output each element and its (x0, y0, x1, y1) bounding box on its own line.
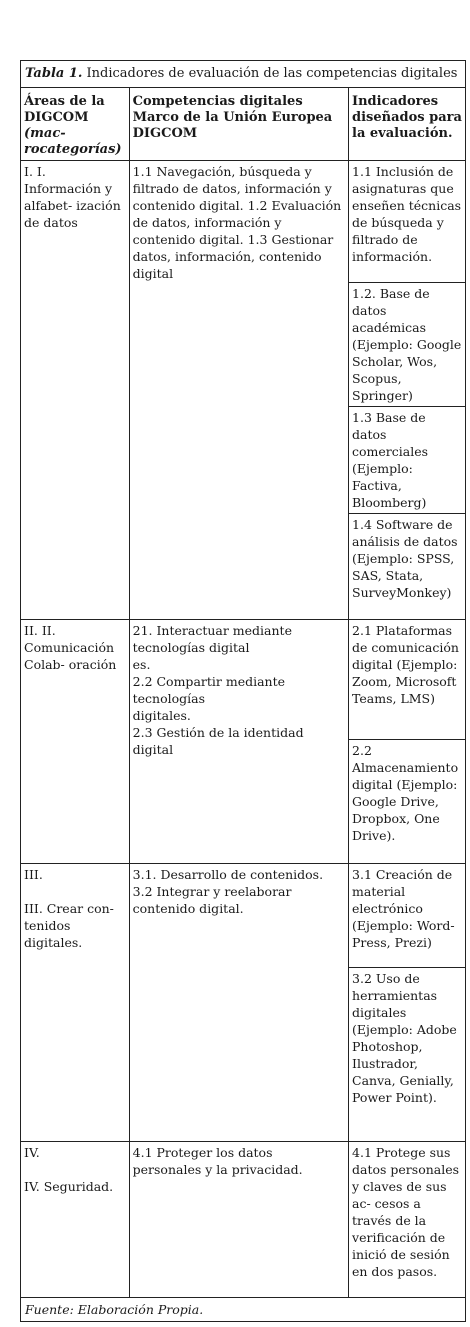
table-footer: Fuente: Elaboración Propia. (21, 1298, 466, 1322)
competencias-cell: 3.1. Desarrollo de contenidos. 3.2 Integrar y reelaborar contenido digital. (129, 864, 348, 1142)
header-indicadores: Indicadores diseñados para la evaluación. (349, 88, 466, 161)
header-areas-sub: (mac- rocategorías) (24, 126, 122, 157)
header-competencias: Competencias digitales Marco de la Unión Europea DIGCOM (129, 88, 348, 161)
footer-row (21, 1298, 466, 1322)
header-areas (21, 88, 130, 161)
indicador-cell: 3.2 Uso de herramientas digitales (Ejemplo: Adobe Photoshop, Ilustrador, Canva, Genially, Power Point). (349, 968, 466, 1142)
table-caption (21, 61, 466, 88)
table-container (20, 60, 466, 1322)
competencias-cell: 4.1 Proteger los datos personales y la privacidad. (129, 1142, 348, 1298)
indicador-cell: 1.1 Inclusión de asignaturas que enseñen técnicas de búsqueda y filtrado de información. (349, 161, 466, 283)
table-row (21, 161, 466, 283)
competencias-table (20, 60, 466, 1322)
table-row (21, 864, 466, 968)
area-cell: IV. IV. Seguridad. (21, 1142, 130, 1298)
indicador-cell: 2.2 Almacenamiento digital (Ejemplo: Google Drive, Dropbox, One Drive). (349, 740, 466, 864)
table-row (21, 1142, 466, 1298)
indicador-cell: 3.1 Creación de material electrónico (Ejemplo: Word- Press, Prezi) (349, 864, 466, 968)
indicador-cell: 1.3 Base de datos comerciales (Ejemplo: Factiva, Bloomberg) (349, 407, 466, 514)
indicador-cell: 1.2. Base de datos académicas (Ejemplo: Google Scholar, Wos, Scopus, Springer) (349, 283, 466, 407)
header-row (21, 88, 466, 161)
caption-text: Indicadores de evaluación de las competencias digitales (82, 66, 458, 81)
area-cell: I. I. Información y alfabet- ización de datos (21, 161, 130, 620)
indicador-cell: 1.4 Software de análisis de datos (Ejemplo: SPSS, SAS, Stata, SurveyMonkey) (349, 514, 466, 620)
indicador-cell: 4.1 Protege sus datos personales y claves de sus ac- cesos a través de la verificación de inició de sesión en dos pasos. (349, 1142, 466, 1298)
competencias-cell: 21. Interactuar mediante tecnologías digital es. 2.2 Compartir mediante tecnologías digitales. 2.3 Gestión de la identidad digital (129, 620, 348, 864)
competencias-cell: 1.1 Navegación, búsqueda y filtrado de datos, información y contenido digital. 1.2 Evaluación de datos, información y contenido digital. 1.3 Gestionar datos, información, contenido digital (129, 161, 348, 620)
caption-row (21, 61, 466, 88)
caption-label: Tabla 1. (25, 66, 83, 81)
area-cell: III. III. Crear con- tenidos digitales. (21, 864, 130, 1142)
indicador-cell: 2.1 Plataformas de comunicación digital (Ejemplo: Zoom, Microsoft Teams, LMS) (349, 620, 466, 740)
table-row (21, 620, 466, 740)
header-areas-main: Áreas de la DIGCOM (24, 94, 105, 125)
area-cell: II. II. Comunicación Colab- oración (21, 620, 130, 864)
